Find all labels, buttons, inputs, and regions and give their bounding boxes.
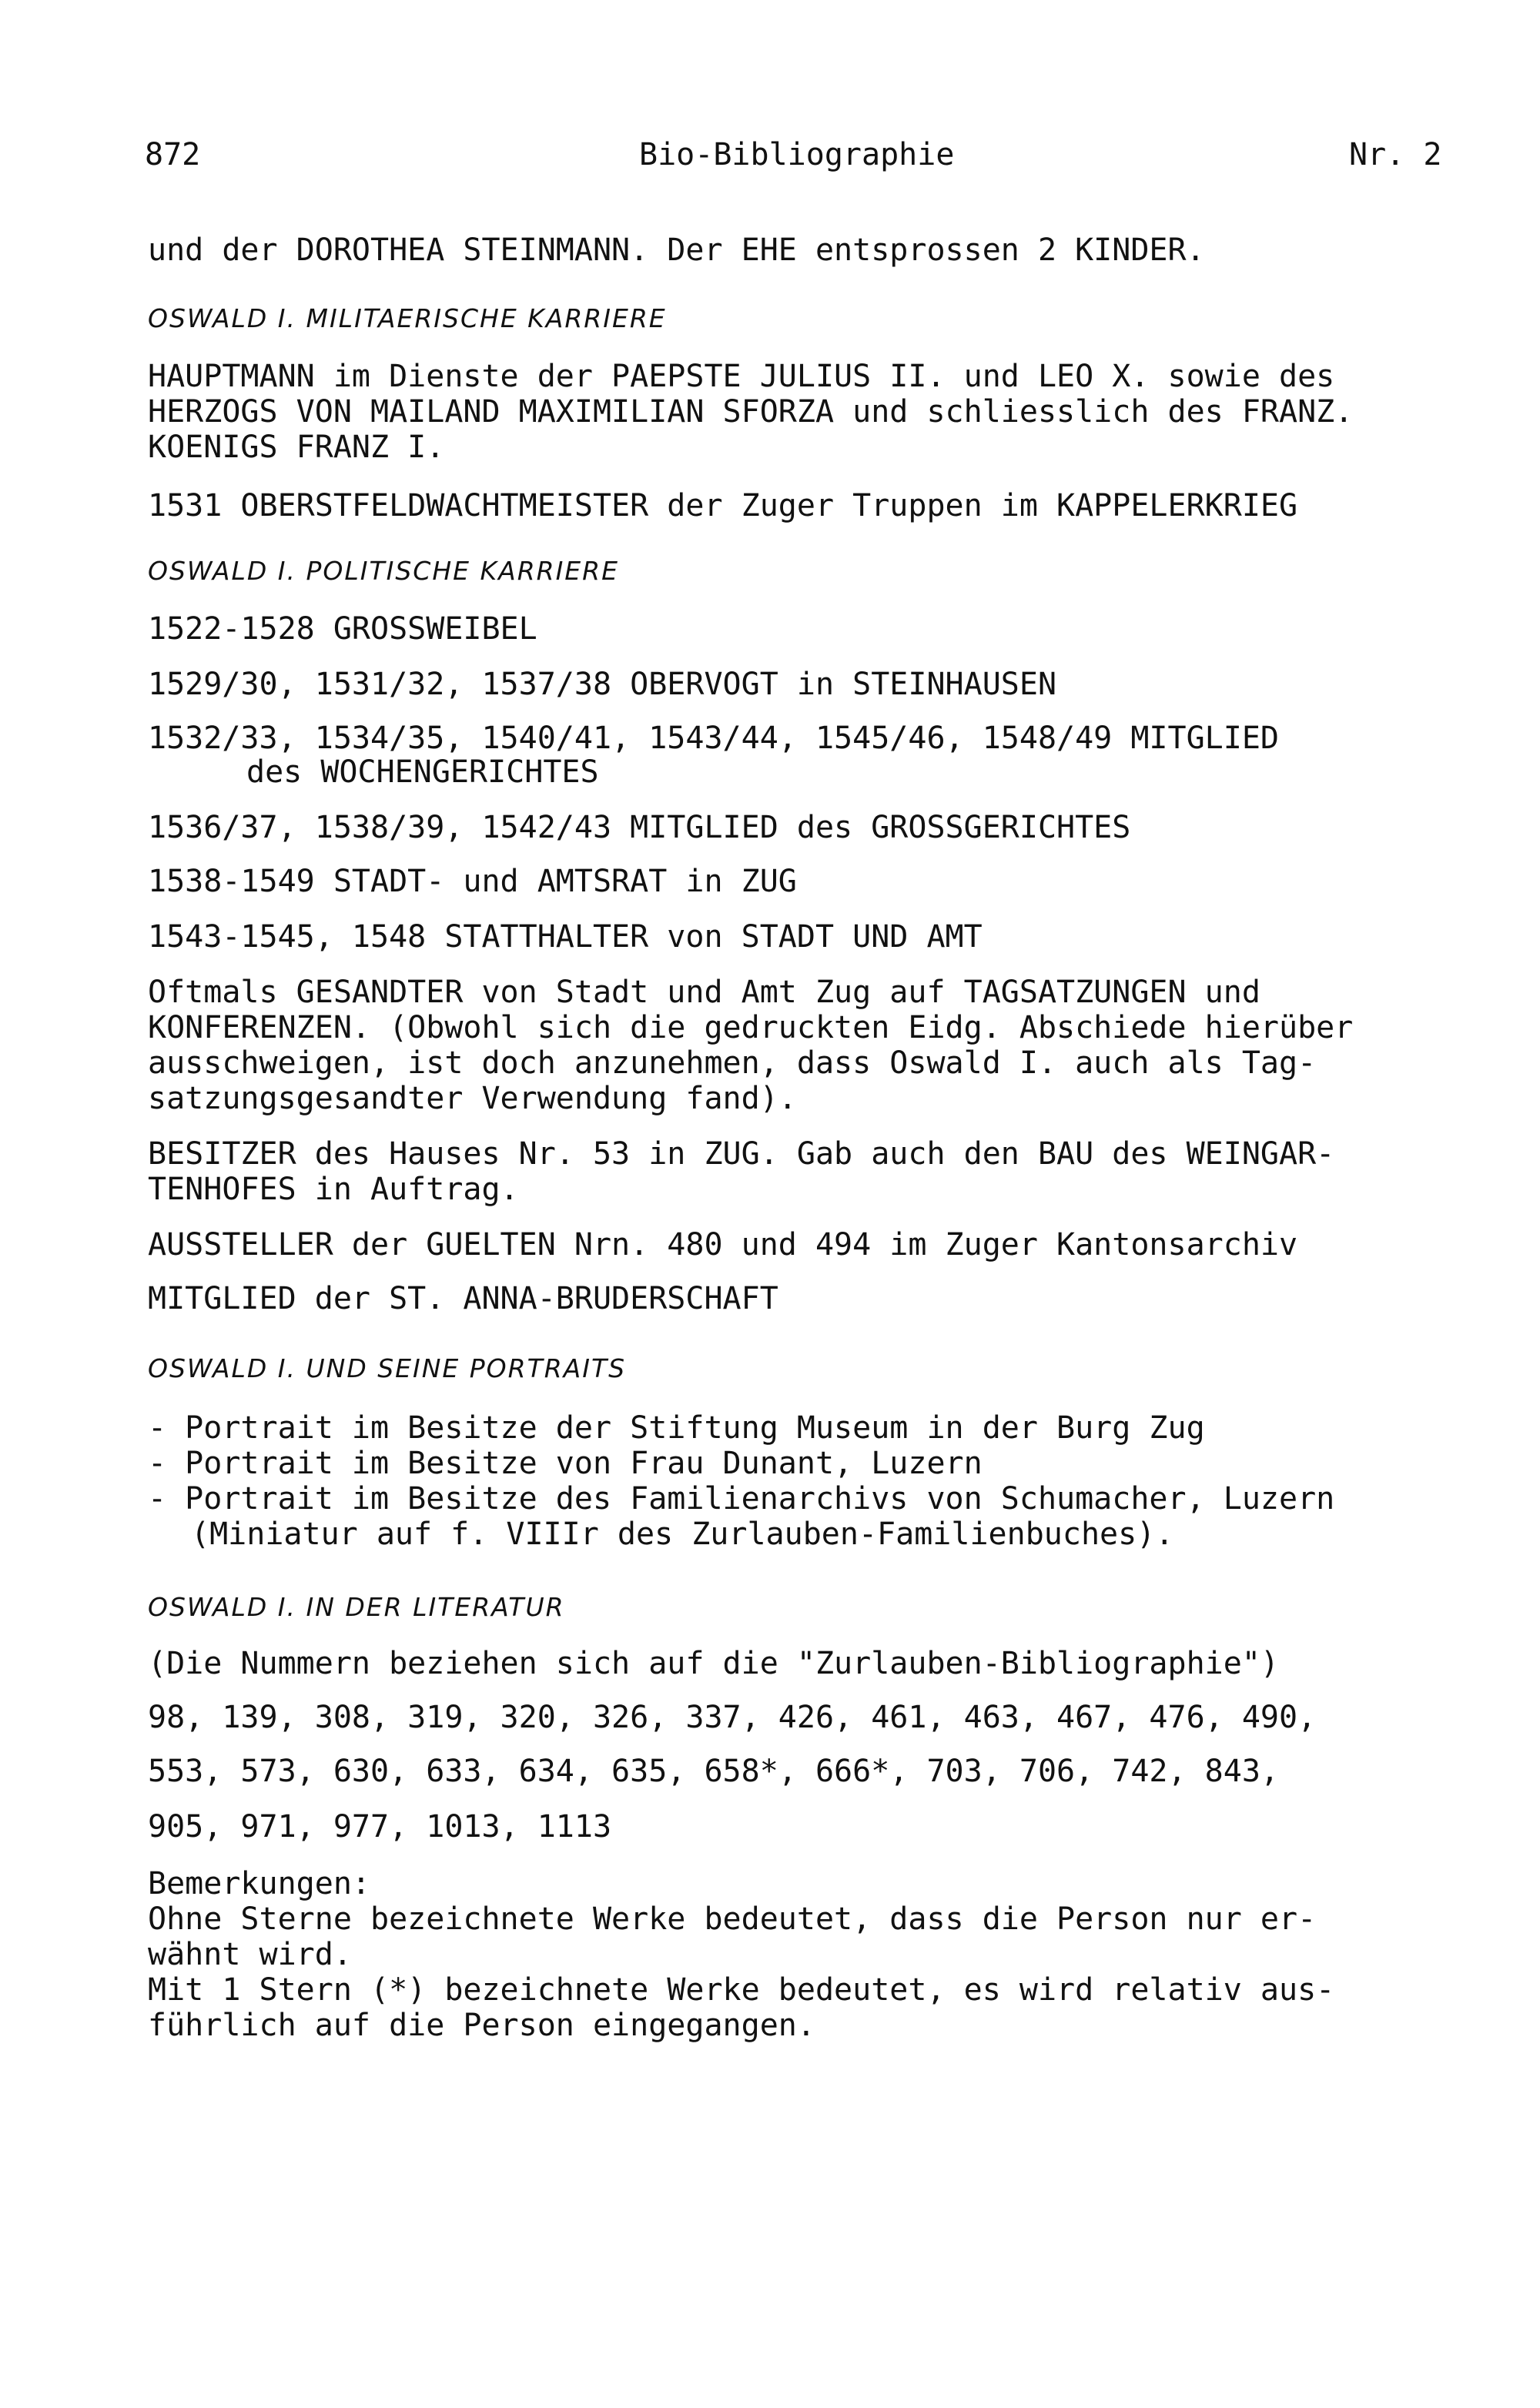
running-title: Bio-Bibliographie (639, 137, 955, 172)
heading-political-career: OSWALD I. POLITISCHE KARRIERE (148, 556, 619, 586)
remarks-label: Bemerkungen: (148, 1866, 370, 1901)
text-line: 1522-1528 GROSSWEIBEL (148, 611, 537, 647)
text-line: 1536/37, 1538/39, 1542/43 MITGLIED des GROSSGERICHTES (148, 810, 1131, 845)
text-line: HERZOGS VON MAILAND MAXIMILIAN SFORZA und schliesslich des FRANZ. (148, 394, 1354, 430)
list-item: - Portrait im Besitze des Familienarchivs von Schumacher, Luzern (148, 1481, 1335, 1517)
page-number: 872 (145, 137, 201, 172)
reference-numbers: 553, 573, 630, 633, 634, 635, 658*, 666*, 703, 706, 742, 843, (148, 1754, 1280, 1789)
list-item-continuation: (Miniatur auf f. VIIIr des Zurlauben-Familienbuches). (191, 1517, 1174, 1552)
text-line: 1532/33, 1534/35, 1540/41, 1543/44, 1545/46, 1548/49 MITGLIED (148, 721, 1280, 756)
text-line: (Die Nummern beziehen sich auf die "Zurlauben-Bibliographie") (148, 1646, 1280, 1681)
heading-literature: OSWALD I. IN DER LITERATUR (148, 1592, 565, 1622)
text-line: führlich auf die Person eingegangen. (148, 2008, 815, 2043)
reference-numbers: 98, 139, 308, 319, 320, 326, 337, 426, 461, 463, 467, 476, 490, (148, 1700, 1317, 1735)
text-line: Oftmals GESANDTER von Stadt und Amt Zug auf TAGSATZUNGEN und (148, 975, 1260, 1010)
intro-line: und der DOROTHEA STEINMANN. Der EHE entsprossen 2 KINDER. (148, 232, 1205, 268)
text-line: ausschweigen, ist doch anzunehmen, dass Oswald I. auch als Tag- (148, 1045, 1317, 1081)
text-line: 1529/30, 1531/32, 1537/38 OBERVOGT in STEINHAUSEN (148, 667, 1057, 702)
text-line: des WOCHENGERICHTES (246, 754, 599, 790)
text-line: MITGLIED der ST. ANNA-BRUDERSCHAFT (148, 1281, 778, 1316)
text-line: KONFERENZEN. (Obwohl sich die gedruckten Eidg. Abschiede hierüber (148, 1010, 1354, 1045)
text-line: KOENIGS FRANZ I. (148, 430, 445, 465)
text-line: 1531 OBERSTFELDWACHTMEISTER der Zuger Truppen im KAPPELERKRIEG (148, 488, 1298, 523)
text-line: 1543-1545, 1548 STATTHALTER von STADT UND AMT (148, 919, 983, 955)
text-line: BESITZER des Hauses Nr. 53 in ZUG. Gab auch den BAU des WEINGAR- (148, 1136, 1335, 1172)
text-line: HAUPTMANN im Dienste der PAEPSTE JULIUS II. und LEO X. sowie des (148, 359, 1335, 394)
list-item: - Portrait im Besitze der Stiftung Museum in der Burg Zug (148, 1410, 1205, 1446)
text-line: TENHOFES in Auftrag. (148, 1172, 519, 1207)
list-item: - Portrait im Besitze von Frau Dunant, Luzern (148, 1446, 983, 1481)
heading-military-career: OSWALD I. MILITAERISCHE KARRIERE (148, 303, 667, 333)
text-line: AUSSTELLER der GUELTEN Nrn. 480 und 494 im Zuger Kantonsarchiv (148, 1227, 1298, 1263)
text-line: wähnt wird. (148, 1937, 352, 1972)
text-line: Mit 1 Stern (*) bezeichnete Werke bedeutet, es wird relativ aus- (148, 1972, 1335, 2008)
document-number: Nr. 2 (1349, 137, 1442, 172)
heading-portraits: OSWALD I. UND SEINE PORTRAITS (148, 1353, 627, 1383)
text-line: 1538-1549 STADT- und AMTSRAT in ZUG (148, 864, 797, 899)
text-line: satzungsgesandter Verwendung fand). (148, 1081, 797, 1116)
reference-numbers: 905, 971, 977, 1013, 1113 (148, 1809, 612, 1844)
text-line: Ohne Sterne bezeichnete Werke bedeutet, dass die Person nur er- (148, 1901, 1317, 1937)
